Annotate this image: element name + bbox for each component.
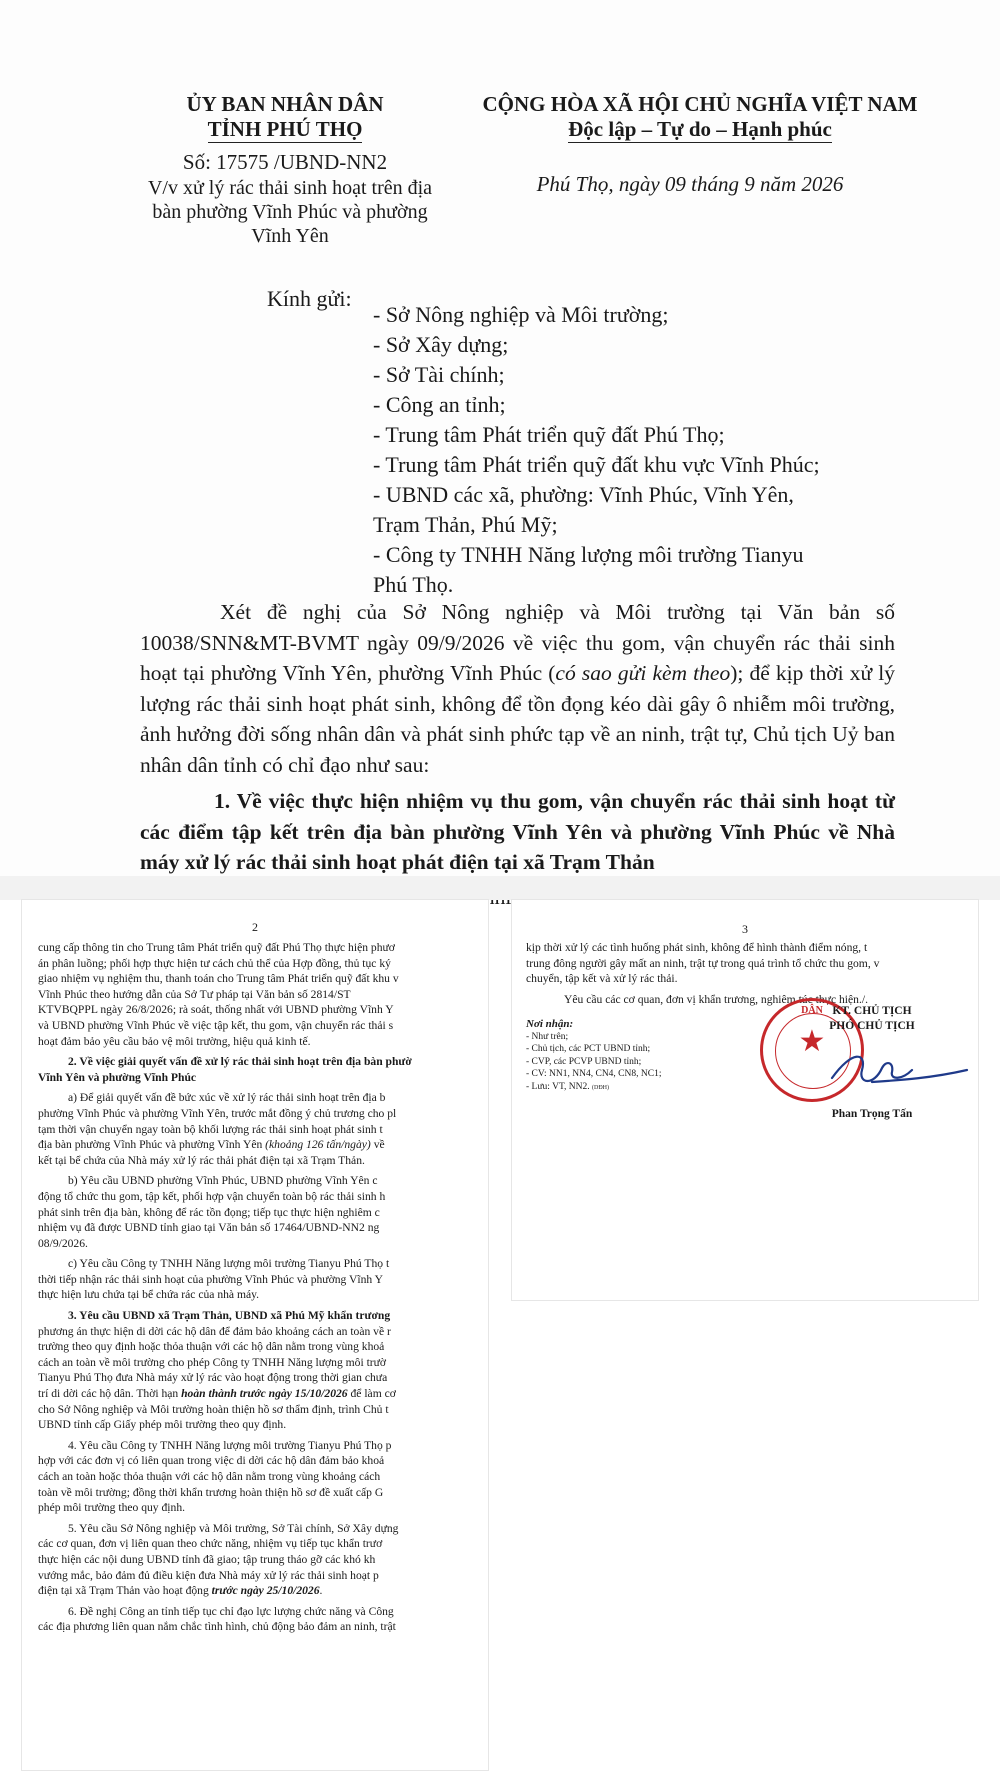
seal-text: DÂN — [801, 1005, 823, 1016]
text-line: 08/9/2026. — [38, 1236, 88, 1250]
text-line — [38, 1137, 488, 1153]
recipient-item: - Chủ tịch, các PCT UBND tỉnh; — [526, 1044, 651, 1054]
text-span: địa bàn phường Vĩnh Phúc và phường Vĩnh Yên — [38, 1138, 266, 1152]
nation-line-2: Độc lập – Tự do – Hạnh phúc — [568, 117, 832, 141]
handwritten-signature — [812, 1040, 972, 1100]
recipient-item: - UBND các xã, phường: Vĩnh Phúc, Vĩnh Yên, — [373, 482, 794, 507]
page-2-body — [38, 940, 488, 1635]
intro-text-end: ); để kịp thời xử lý lượng rác thải sinh hoạt phát sinh, không để tồn đọng kéo dài gây ô nhiễm môi trường, ảnh hưởng đời sống nhân dân và phát sinh phức tạp về an ninh, trật tự, Chủ tịch Uỷ ban nhân dân tỉnh có chỉ đạo như sau: — [140, 661, 895, 777]
recipient-item: - CV: NN1, NN4, CN4, CN8, NC1; — [526, 1069, 662, 1079]
document-number: Số: 17575 /UBND-NN2 — [182, 150, 388, 174]
text-line: và UBND phường Vĩnh Phúc về việc tập kết, thu gom, vận chuyển rác thải s — [38, 1018, 394, 1032]
text-line: chuyển, tập kết và xử lý rác thải. — [526, 972, 678, 986]
text-line: thực hiện lưu chứa tại bể chứa rác của nhà máy. — [38, 1288, 260, 1302]
national-header — [440, 92, 960, 143]
text-line — [38, 1583, 488, 1599]
deadline-span: hoàn thành trước ngày 15/10/2026 — [181, 1387, 348, 1401]
subject-line-3: Vĩnh Yên — [251, 225, 329, 247]
intro-italic: có sao gửi kèm theo — [555, 661, 731, 685]
page-3 — [512, 900, 978, 1300]
text-span: để làm cơ — [347, 1387, 396, 1401]
text-line: các cơ quan, đơn vị liên quan theo chức năng, nhiệm vụ tiếp tục khẩn trươ — [38, 1537, 383, 1551]
issuing-agency — [170, 92, 400, 143]
intro-text: Xét đề nghị của Sở Nông nghiệp và Môi trường tại Văn bản số 10038/SNN&MT-BVMT ngày 09/9/2026 về việc thu gom, vận chuyển rác thải sinh hoạt tại phường Vĩnh Yên, phường Vĩnh Phúc ( — [140, 600, 895, 685]
nation-line-1: CỘNG HÒA XÃ HỘI CHỦ NGHĨA VIỆT NAM — [482, 92, 918, 116]
agency-line-1: ỦY BAN NHÂN DÂN — [186, 92, 384, 116]
text-line: phường Vĩnh Phúc và phường Vĩnh Yên, trước mắt đồng ý chủ trương cho pl — [38, 1106, 397, 1120]
text-line — [38, 1386, 488, 1402]
text-line: kết tại bể chứa của Nhà máy xử lý rác thải phát điện tại xã Trạm Thản. — [38, 1153, 365, 1167]
text-line: Vĩnh Phúc theo hướng dẫn của Sở Tư pháp tại Văn bản số 2814/ST — [38, 987, 351, 1001]
seal-star-icon: ★ — [798, 1025, 826, 1058]
text-line: tạm thời vận chuyển ngay toàn bộ khối lượng rác thải sinh hoạt phát sinh t — [38, 1122, 383, 1136]
text-span: điện tại xã Trạm Thản vào hoạt động — [38, 1584, 212, 1598]
agency-line-2: TỈNH PHÚ THỌ — [207, 117, 363, 141]
intro-paragraph — [140, 597, 895, 780]
page-3-body — [526, 940, 978, 1007]
recipient-item: - Sở Xây dựng; — [373, 332, 509, 357]
text-span: 3. Yêu cầu UBND xã Trạm Thản, UBND xã Phú Mỹ khẩn trương — [68, 1309, 391, 1323]
text-line: cách an toàn hoặc thỏa thuận với các hộ dân nằm trong vùng khoảng cách — [38, 1470, 381, 1483]
document-subject — [140, 176, 440, 248]
text-span: trí di dời các hộ dân. Thời hạn — [38, 1387, 182, 1401]
item-1-heading: 1. Về việc thực hiện nhiệm vụ thu gom, vận chuyển rác thải sinh hoạt từ các điểm tập kết trên địa bàn phường Vĩnh Yên và phường Vĩnh Phúc về Nhà máy xử lý rác thải sinh hoạt phát điện tại xã Trạm Thản — [140, 789, 895, 874]
text-span: . — [319, 1584, 323, 1598]
sign-role-1: KT. CHỦ TỊCH — [832, 1005, 912, 1017]
page-1 — [0, 0, 1000, 876]
recipient-item: - Sở Nông nghiệp và Môi trường; — [373, 302, 669, 327]
document-body — [140, 597, 895, 912]
text-line: trường theo quy định hoặc thỏa thuận với các hộ dân nằm trong vùng khoả — [38, 1340, 385, 1354]
recipient-item: - Như trên; — [526, 1031, 569, 1042]
page-2 — [22, 900, 488, 1770]
signature-title — [782, 1004, 962, 1034]
text-line: trung đông người gây mất an ninh, trật tự trong quá trình tổ chức thu gom, v — [526, 956, 880, 970]
text-line: phương án thực hiện di dời các hộ dân để đảm bảo khoảng cách an toàn về r — [38, 1324, 391, 1338]
text-line: động tổ chức thu gom, tập kết, phối hợp vận chuyển toàn bộ rác thải sinh h — [38, 1189, 386, 1203]
subject-line-2: bàn phường Vĩnh Phúc và phường — [152, 201, 428, 223]
item-2-heading-cont: Vĩnh Yên và phường Vĩnh Phúc — [38, 1070, 197, 1084]
text-line: hợp với các đơn vị có liên quan trong việc di dời các hộ dân đảm bảo khoả — [38, 1454, 385, 1468]
greeting: Kính gửi: — [267, 286, 352, 311]
recipient-item: - CVP, các PCVP UBND tỉnh; — [526, 1056, 642, 1067]
text-line: phép môi trường theo quy định. — [38, 1501, 186, 1515]
recipients-block — [526, 1018, 746, 1094]
text-line: cho Sở Nông nghiệp và Môi trường hoàn thiện hồ sơ thẩm định, trình Chủ t — [38, 1402, 389, 1416]
document-date: Phú Thọ, ngày 09 tháng 9 năm 2026 — [536, 172, 844, 196]
text-line: thời tiếp nhận rác thải sinh hoạt của phường Vĩnh Phúc và phường Vĩnh Y — [38, 1272, 384, 1286]
recipient-item: Phú Thọ. — [373, 572, 454, 597]
text-line: 5. Yêu cầu Sở Nông nghiệp và Môi trường, Sở Tài chính, Sở Xây dựng — [68, 1521, 399, 1535]
recipient-list — [373, 300, 893, 600]
text-line: 6. Đề nghị Công an tỉnh tiếp tục chỉ đạo lực lượng chức năng và Công — [68, 1604, 394, 1618]
recipients-title: Nơi nhận: — [526, 1018, 574, 1030]
item-3-heading — [38, 1308, 488, 1324]
recipient-item — [526, 1081, 746, 1095]
deadline-span: trước ngày 25/10/2026 — [211, 1584, 320, 1598]
item-2-heading: 2. Về việc giải quyết vấn đề xử lý rác thải sinh hoạt trên địa bàn phườ — [68, 1055, 412, 1069]
text-line: UBND tỉnh cấp Giấy phép môi trường theo quy định. — [38, 1418, 287, 1432]
text-line: hoạt đảm bảo yêu cầu bảo vệ môi trường, hiệu quả kinh tế. — [38, 1034, 311, 1048]
text-line: nhiệm vụ đã được UBND tỉnh giao tại Văn bản số 17464/UBND-NN2 ng — [38, 1221, 380, 1235]
text-line: cách an toàn về môi trường cho phép Công ty TNHH Năng lượng môi trườ — [38, 1355, 387, 1369]
text-line: kịp thời xử lý các tình huống phát sinh, không để hình thành điểm nóng, t — [526, 941, 868, 954]
text-line: cung cấp thông tin cho Trung tâm Phát triển quỹ đất Phú Thọ thực hiện phươ — [38, 941, 395, 954]
text-line: a) Để giải quyết vấn đề bức xúc về xử lý rác thải sinh hoạt trên địa b — [68, 1091, 386, 1105]
code-span: (DĐH) — [592, 1084, 610, 1091]
text-span: - Lưu: VT, NN2. — [526, 1081, 590, 1092]
text-line: vướng mắc, bảo đảm đủ điều kiện đưa Nhà máy xử lý rác thải sinh hoạt p — [38, 1568, 379, 1582]
text-line: thực hiện các nội dung UBND tỉnh đã giao; tập trung tháo gỡ các khó kh — [38, 1552, 376, 1566]
signer-name: Phan Trọng Tấn — [831, 1108, 913, 1120]
recipient-item: - Trung tâm Phát triển quỹ đất Phú Thọ; — [373, 422, 725, 447]
text-line: giao nhiệm vụ nghiệm thu, thanh toán cho Trung tâm Phát triển quỹ đất khu v — [38, 972, 399, 986]
text-line: toàn về môi trường; đồng thời khẩn trương hoàn thiện hồ sơ đề xuất cấp G — [38, 1485, 384, 1499]
text-line: c) Yêu cầu Công ty TNHH Năng lượng môi trường Tianyu Phú Thọ t — [68, 1257, 390, 1271]
subject-line-1: V/v xử lý rác thải sinh hoạt trên địa — [147, 177, 433, 199]
text-line: Tianyu Phú Thọ đưa Nhà máy xử lý rác vào hoạt động trong thời gian chưa — [38, 1371, 388, 1385]
text-line: án phân luồng; phối hợp thực hiện tư cách chủ thể của Hợp đồng, thủ tục ký — [38, 956, 391, 970]
recipient-item: Trạm Thản, Phú Mỹ; — [373, 512, 558, 537]
text-line: KTVBQPPL ngày 26/8/2026; rà soát, thống nhất với UBND phường Vĩnh Y — [38, 1003, 394, 1017]
text-line: các địa phương liên quan nắm chắc tình hình, chủ động bảo đảm an ninh, trật — [38, 1620, 396, 1634]
text-line: b) Yêu cầu UBND phường Vĩnh Phúc, UBND phường Vĩnh Yên c — [68, 1174, 378, 1188]
recipient-item: - Sở Tài chính; — [373, 362, 505, 387]
page-gap — [0, 876, 1000, 900]
closing-line: Yêu cầu các cơ quan, đơn vị khẩn trương, nghiêm túc thực hiện./. — [564, 992, 868, 1006]
italic-span: (khoảng 126 tấn/ngày) — [265, 1138, 371, 1152]
page-number: 2 — [252, 920, 258, 934]
recipient-item: - Trung tâm Phát triển quỹ đất khu vực Vĩnh Phúc; — [373, 452, 820, 477]
page-number: 3 — [742, 922, 748, 936]
text-span: về — [370, 1138, 385, 1152]
recipient-item: - Công an tỉnh; — [373, 392, 506, 417]
text-line: phát sinh trên địa bàn, không để rác tồn đọng; tiếp tục thực hiện nghiêm c — [38, 1205, 380, 1219]
recipient-item: - Công ty TNHH Năng lượng môi trường Tianyu — [373, 542, 804, 567]
text-line: 4. Yêu cầu Công ty TNHH Năng lượng môi trường Tianyu Phú Thọ p — [68, 1438, 392, 1452]
sign-role-2: PHÓ CHỦ TỊCH — [829, 1020, 915, 1032]
